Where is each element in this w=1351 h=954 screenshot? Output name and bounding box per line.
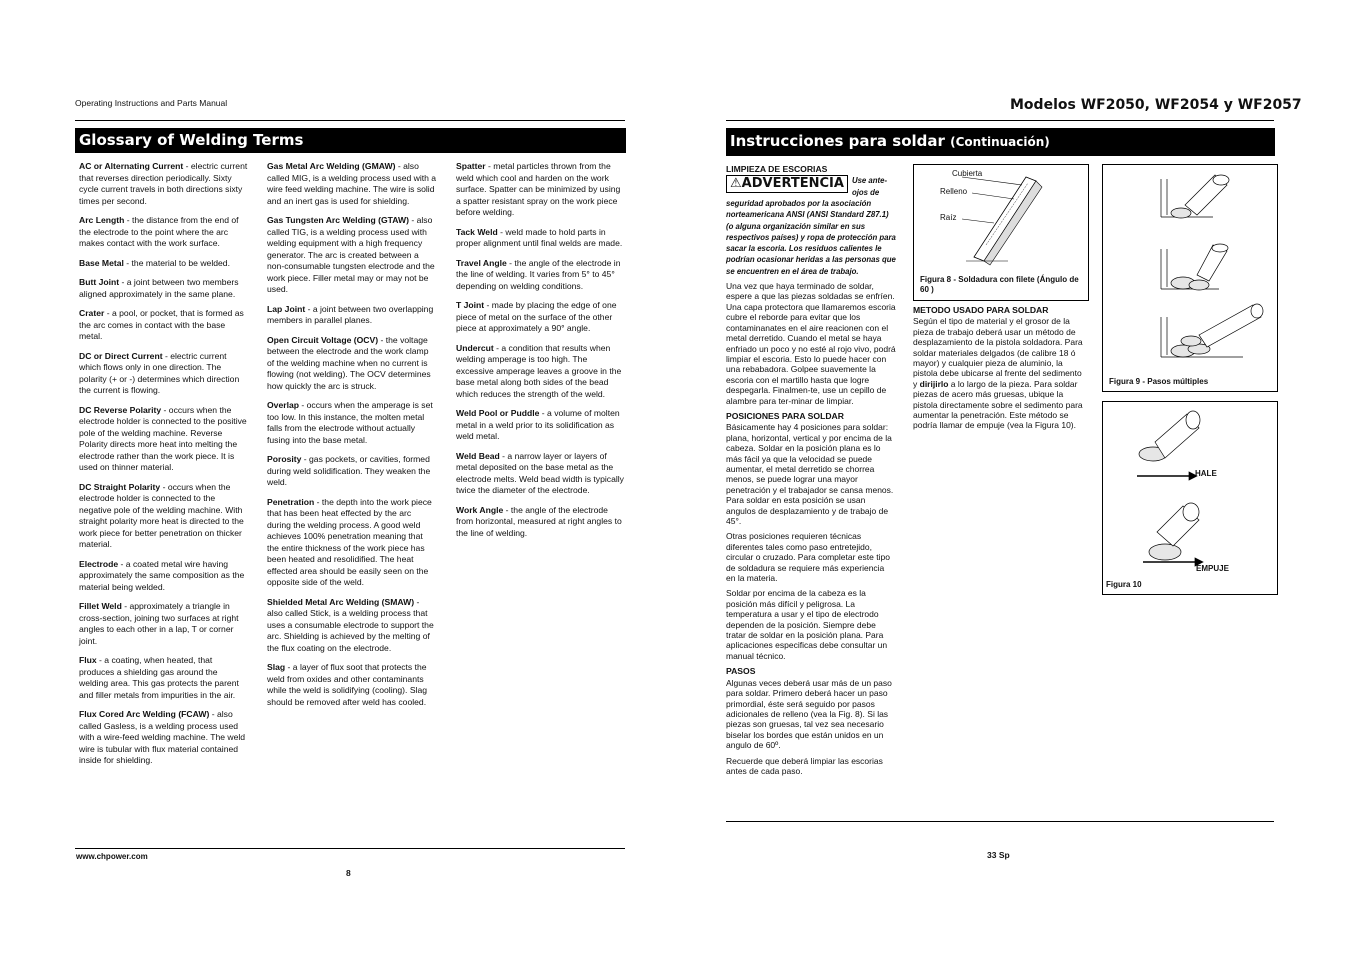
footer-url[interactable]: www.chpower.com bbox=[76, 852, 148, 861]
glossary-entry bbox=[79, 601, 249, 647]
instructions-title-text: Instrucciones para soldar bbox=[730, 132, 945, 150]
pasos-heading: PASOS bbox=[726, 666, 756, 677]
warning-label-text: ADVERTENCIA bbox=[741, 176, 844, 192]
glossary-term: DC Reverse Polarity bbox=[79, 404, 162, 415]
glossary-term: Fillet Weld bbox=[79, 601, 122, 611]
glossary-entry bbox=[267, 304, 437, 327]
figure-10 bbox=[1102, 401, 1278, 595]
glossary-entry bbox=[79, 161, 249, 207]
glossary-term: Undercut bbox=[456, 342, 494, 353]
right-footer-rule bbox=[726, 821, 1274, 822]
limpieza-heading: LIMPIEZA DE ESCORIAS bbox=[726, 164, 828, 174]
push-pull-illustration bbox=[1103, 402, 1277, 572]
glossary-title-text: Glossary of Welding Terms bbox=[79, 131, 304, 149]
glossary-column-1 bbox=[79, 161, 249, 775]
glossary-definition: - the voltage between the electrode and the work clamp of the welding machine when no current is flowing (not welding). The OCV determines how quickly the arc is struck. bbox=[267, 334, 431, 391]
pasos-body-1: Algunas veces deberá usar más de un paso para soldar. Primero deberá hacer un paso primordial, éste será seguido por pasos adicionales de relleno (vea la Fig. 8). Si las piezas son gruesas, tal vez sea necesario biselar los bordes que están unidos en un angulo de 60º. bbox=[726, 677, 892, 751]
glossary-definition: - also called Gasless, is a welding process used with a wire-feed welding machine. The weld wire is tubular with flux material contained inside for shielding. bbox=[79, 709, 246, 765]
spanish-text-column bbox=[726, 164, 896, 781]
glossary-entry bbox=[456, 227, 626, 250]
glossary-entry bbox=[79, 559, 249, 594]
glossary-entry bbox=[79, 482, 249, 551]
glossary-entry bbox=[456, 161, 626, 219]
glossary-definition: - also called MIG, is a welding process used with a wire feed welding machine. The wire is solid and an inert gas is used for shielding. bbox=[267, 161, 437, 206]
glossary-definition: - a volume of molten metal in a weld prior to its solidification as weld metal. bbox=[456, 408, 620, 441]
glossary-term: DC or Direct Current bbox=[79, 350, 163, 361]
glossary-term: Penetration bbox=[267, 496, 315, 507]
glossary-definition: - a joint between two overlapping members in parallel planes. bbox=[267, 303, 434, 325]
figure-9 bbox=[1102, 164, 1278, 392]
metodo-heading: METODO USADO PARA SOLDAR bbox=[913, 305, 1049, 315]
glossary-term: Crater bbox=[79, 308, 105, 318]
glossary-entry bbox=[79, 655, 249, 701]
glossary-term: Spatter bbox=[456, 161, 486, 171]
right-page-number: 33 Sp bbox=[987, 850, 1010, 860]
label-raiz: Raíz bbox=[940, 213, 957, 222]
glossary-entry bbox=[79, 277, 249, 300]
glossary-term: Open Circuit Voltage (OCV) bbox=[267, 334, 379, 345]
glossary-definition: - a coated metal wire having approximately the same composition as the material being welded. bbox=[79, 558, 245, 592]
glossary-term: Butt Joint bbox=[79, 277, 120, 287]
glossary-definition: - occurs when the amperage is set too low. In this instance, the molten metal falls from the electrode without actually fusing into the base metal. bbox=[267, 400, 433, 445]
warning-text: Use ante-ojos de seguridad aprobados por la asociación norteamericana ANSI (ANSI Standard Z87.1) (o alguna organización similar en sus respectivos países) y ropa de protección para sacar la escoria. Los residuos calientes le podrían ocasionar heridas a las personas que se encuentren en el área de trabajo. bbox=[726, 176, 896, 276]
metodo-body-b: a lo largo de la pieza. Para soldar piezas de acero más gruesas, ubique la pistola directamente sobre el sedimento para aumentar la penetración. Este método se podría llamar de empuje (vea la Figura 10). bbox=[913, 378, 1083, 431]
glossary-term: AC or Alternating Current bbox=[79, 161, 184, 171]
limpieza-body: Una vez que haya terminado de soldar, espere a que las piezas soldadas se enfríen. Una capa protectora que llamaremos escoria cubre el reborde para evitar que los contaminanates en el aire reacionen con el metal derretido. Cuando el metal se haya enfriado un poco y no esté al rojo vivo, podrá limpiar el escoria. Esto lo puede hacer con una rebabadora. Golpee suavemente la escoria con el martillo hasta que logre despegarla. Finalmen-te, use un cepillo de alambre para ter-minar de limpiar. bbox=[726, 281, 896, 406]
glossary-definition: - the depth into the work piece that has been heat effected by the arc during the welding process. A good weld achieves 100% penetration meaning that the entire thickness of the work piece has been heated and resolidified. The heat effected area should be easily seen on the opposite side of the weld. bbox=[267, 496, 432, 587]
label-cubierta: Cubierta bbox=[952, 169, 983, 178]
label-empuje: EMPUJE bbox=[1196, 564, 1229, 573]
multiple-passes-illustration bbox=[1103, 165, 1277, 375]
glossary-term: Overlap bbox=[267, 400, 300, 410]
glossary-term: Work Angle bbox=[456, 504, 504, 515]
glossary-definition: - metal particles thrown from the weld which cool and harden on the work surface. Spatter can be minimized by using a spatter resistant spray on the work piece before welding. bbox=[456, 161, 621, 217]
glossary-definition: - a narrow layer or layers of metal deposited on the base metal as the electrode melts. Weld bead width is typically twice the diameter of the electrode. bbox=[456, 450, 624, 495]
glossary-term: Gas Tungsten Arc Welding (GTAW) bbox=[267, 215, 409, 225]
glossary-entry bbox=[456, 300, 626, 335]
warning-triangle-icon: ⚠ bbox=[730, 176, 742, 192]
glossary-definition: - weld made to hold parts in proper alignment until final welds are made. bbox=[456, 226, 623, 248]
right-page-title bbox=[726, 128, 1275, 156]
glossary-definition: - a pool, or pocket, that is formed as the arc comes in contact with the base metal. bbox=[79, 308, 244, 341]
right-header-rule bbox=[726, 120, 1274, 121]
glossary-entry bbox=[267, 454, 437, 489]
glossary-definition: - the material to be welded. bbox=[123, 257, 230, 268]
glossary-definition: - the angle of the electrode from horizontal, measured at right angles to the line of welding. bbox=[456, 504, 622, 538]
glossary-term: Flux Cored Arc Welding (FCAW) bbox=[79, 709, 210, 719]
glossary-entry bbox=[456, 505, 626, 540]
glossary-definition: - also called Stick, is a welding process that uses a consumable electrode to support the arc. Shielding is achieved by the melting of the flux coating on the electrode. bbox=[267, 596, 434, 653]
glossary-term: Arc Length bbox=[79, 215, 125, 225]
glossary-term: Porosity bbox=[267, 454, 302, 464]
glossary-term: Electrode bbox=[79, 558, 119, 569]
glossary-column-3 bbox=[456, 161, 626, 547]
glossary-definition: - also called TIG, is a welding process used with welding equipment with a high frequency generator. The arc is created between a non-consumable tungsten electrode and the work piece. Filler metal may or may not be used. bbox=[267, 215, 435, 294]
glossary-entry bbox=[79, 308, 249, 343]
glossary-term: Weld Pool or Puddle bbox=[456, 408, 540, 418]
glossary-entry bbox=[79, 351, 249, 397]
figure-10-caption: Figura 10 bbox=[1106, 580, 1142, 589]
glossary-entry bbox=[456, 451, 626, 497]
glossary-entry bbox=[267, 335, 437, 393]
glossary-entry bbox=[79, 215, 249, 250]
glossary-column-2 bbox=[267, 161, 437, 716]
glossary-definition: - gas pockets, or cavities, formed during weld solidification. They weaken the weld. bbox=[267, 454, 431, 487]
posiciones-body-2: Otras posiciones requieren técnicas diferentes tales como paso entretejido, circular o cruzado. Para completar este tipo de soldadura se requiere más experiencia en la materia. bbox=[726, 531, 890, 584]
glossary-entry bbox=[456, 258, 626, 293]
glossary-term: Shielded Metal Arc Welding (SMAW) bbox=[267, 596, 415, 607]
glossary-definition: - the distance from the end of the electrode to the point where the arc makes contact with the work surface. bbox=[79, 215, 239, 248]
glossary-term: Slag bbox=[267, 662, 286, 672]
glossary-entry bbox=[267, 597, 437, 655]
glossary-entry bbox=[79, 258, 249, 270]
glossary-term: Weld Bead bbox=[456, 450, 500, 461]
left-page-number: 8 bbox=[346, 868, 351, 878]
glossary-entry bbox=[267, 662, 437, 708]
glossary-term: Tack Weld bbox=[456, 226, 498, 237]
glossary-entry bbox=[79, 709, 249, 767]
glossary-definition: - a condition that results when welding amperage is too high. The excessive amperage leaves a groove in the base metal along both sides of the bead which reduces the strength of the weld. bbox=[456, 342, 622, 399]
right-page-header: Modelos WF2050, WF2054 y WF2057 bbox=[1010, 97, 1302, 113]
posiciones-heading: POSICIONES PARA SOLDAR bbox=[726, 410, 844, 421]
glossary-entry bbox=[79, 405, 249, 474]
posiciones-body-3: Soldar por encima de la cabeza es la posición más difícil y peligrosa. La temperatura a usar y el tipo de electrodo dependen de la posición. Siempre debe tratar de soldar en la posición plana. Para aplicaciones especificas debe consultar un manual técnico. bbox=[726, 588, 888, 661]
figure-9-caption: Figura 9 - Pasos múltiples bbox=[1109, 377, 1209, 386]
left-footer-rule bbox=[75, 848, 625, 849]
glossary-definition: - a coating, when heated, that produces a shielding gas around the welding area. This gas protects the parent and filler metals from impurities in the air. bbox=[79, 655, 239, 700]
pasos-body-2: Recuerde que deberá limpiar las escorias antes de cada paso. bbox=[726, 755, 883, 776]
glossary-entry bbox=[456, 408, 626, 443]
label-hale: HALE bbox=[1195, 469, 1217, 478]
glossary-term: DC Straight Polarity bbox=[79, 481, 161, 492]
glossary-entry bbox=[267, 215, 437, 296]
glossary-entry bbox=[267, 161, 437, 207]
glossary-term: Lap Joint bbox=[267, 303, 306, 314]
glossary-term: Gas Metal Arc Welding (GMAW) bbox=[267, 161, 396, 171]
figure-8 bbox=[913, 164, 1089, 301]
metodo-body-a: Según el tipo de material y el grosor de la pieza de trabajo deberá usar un método de desplazamiento de la pistola soldadora. Para soldar materiales delgados (de calibre 18 ó mayor) y cualquier pieza de aluminio, la pistola debe ubicarse al frente del sedimento y bbox=[913, 316, 1083, 389]
glossary-definition: - electric current which flows only in one direction. The polarity (+ or -) determines which direction the current is flowing. bbox=[79, 350, 240, 395]
glossary-term: T Joint bbox=[456, 300, 485, 310]
instructions-title-sub: (Continuación) bbox=[950, 135, 1050, 149]
glossary-term: Flux bbox=[79, 655, 97, 665]
glossary-definition: - approximately a triangle in cross-section, joining two surfaces at right angles to each other in a lap, T or corner joint. bbox=[79, 601, 239, 646]
figure-8-caption: Figura 8 - Soldadura con filete (Ángulo de 60 ) bbox=[920, 275, 1079, 294]
glossary-definition: - occurs when the electrode holder is connected to the positive pole of the welding machine. Reverse Polarity directs more heat into melting the electrode rather than the work piece. It is used on thinner material. bbox=[79, 404, 247, 472]
glossary-definition: - the angle of the electrode in the line of welding. It varies from 5° to 45° depending on welding conditions. bbox=[456, 257, 621, 291]
glossary-entry bbox=[456, 343, 626, 401]
metodo-bold: dirijirlo bbox=[919, 378, 949, 389]
metodo-section bbox=[913, 305, 1085, 436]
metodo-body bbox=[913, 316, 1085, 430]
glossary-entry bbox=[267, 497, 437, 589]
glossary-definition: - made by placing the edge of one piece of metal on the surface of the other piece at approximately a 90° angle. bbox=[456, 300, 617, 333]
glossary-definition: - electric current that reverses direction periodically. Sixty cycle current travels in both directions sixty times per second. bbox=[79, 161, 248, 206]
glossary-term: Base Metal bbox=[79, 257, 124, 268]
warning-block bbox=[726, 175, 896, 277]
left-page-title bbox=[75, 128, 626, 153]
warning-label bbox=[726, 175, 848, 193]
glossary-definition: - a layer of flux soot that protects the weld from oxides and other contaminants while the weld is solidifying (cooling). Slag should be removed after weld has cooled. bbox=[267, 662, 428, 707]
left-page-header: Operating Instructions and Parts Manual bbox=[75, 98, 228, 108]
glossary-term: Travel Angle bbox=[456, 257, 507, 268]
posiciones-body-1: Básicamente hay 4 posiciones para soldar: plana, horizontal, vertical y por encima de la cabeza. Soldar en la posición plana es lo más fácil ya que la velocidad se puede aumentar, el metal derretido se chorrea menos, se puede lograr una mayor penetración y el trabajador se cansa menos. Para soldar en esta posición se usan angulos de desplazamiento y de trabajo de 45°. bbox=[726, 422, 894, 527]
glossary-definition: - occurs when the electrode holder is connected to the negative pole of the welding machine. With straight polarity more heat is directed to the work piece for better penetration on thicker material. bbox=[79, 481, 244, 549]
glossary-entry bbox=[267, 400, 437, 446]
glossary-definition: - a joint between two members aligned approximately in the same plane. bbox=[79, 277, 239, 299]
label-relleno: Relleno bbox=[940, 187, 968, 196]
left-header-rule bbox=[75, 120, 625, 121]
